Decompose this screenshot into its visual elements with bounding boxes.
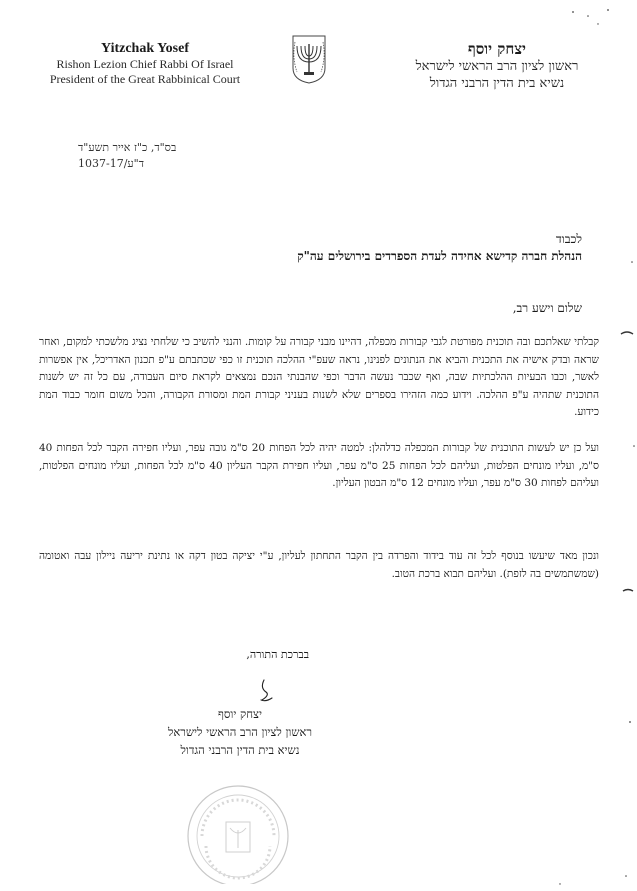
handwritten-signature-icon (250, 678, 280, 706)
letterhead-hebrew-title-1: ראשון לציון הרב הראשי לישראל (415, 59, 579, 74)
official-stamp-icon (158, 772, 318, 884)
recipient: הנהלת חברה קדישא אחידה לעדת הספרדים בירושלים עה"ק (297, 249, 582, 263)
signature-title-1: ראשון לציון הרב הראשי לישראל (167, 725, 313, 739)
letterhead-hebrew (377, 40, 617, 92)
signature-title-2: נשיא בית הדין הרבני הגדול (180, 743, 300, 757)
letterhead-english (30, 40, 260, 87)
letterhead-hebrew-name: יצחק יוסף (468, 40, 526, 58)
greeting: שלום וישע רב, (512, 301, 582, 315)
closing-blessing: בברכת התורה, (246, 648, 309, 661)
body-paragraph-3: ונכון מאד שיעשו בנוסף לכל זה עוד בידוד והפרדה בין הקבר התחתון לעליון, ע"י יציקה בטון דקה או נתינת יריעה ניילון עבה ואטומה (שמשתמשים בה לזפת). ועליהם תבוא ברכת הטוב. (39, 550, 599, 580)
body-paragraph-1: קבלתי שאלתכם ובה תוכנית מפורטת לגבי קבורות מכפלה, דהיינו מבני קבורה על קומות. והנני להשיב כי שלחתי נציג מלשכתי למקום, ואחר שראה ובדק אישיה את התכנית והביא את הנתונים לפנינו, נראה שעפ"י ההלכה תוכנית זו כפי שכתבתם ע"פ תכנון האדריכל, אין אפשרות לאשר, וכבו הבעיות ההלכתיות שבה, ואף שכבר נעשה הדבר וכפי שהבנתי הנכם נמצאים לקראת סיום העבודה, עם כל זה יש לשנות התוכנית שתהיה ע"פ ההלכה. וידוע כמה הזהירו בספרים שלא לשנות בעניני קבורת המת ומסורת הקבורה, והכל משום חומר כבוד המת כידוע. (39, 336, 599, 418)
letterhead-english-title-2: President of the Great Rabbinical Court (49, 72, 241, 86)
letterhead-english-name: Yitzchak Yosef (100, 41, 189, 56)
letter-meta (78, 140, 176, 172)
to-label: לכבוד (555, 232, 582, 246)
menorah-emblem-icon (289, 34, 329, 84)
letterhead-english-title-1: Rishon Lezion Chief Rabbi Of Israel (56, 57, 234, 71)
body-paragraph-2: ועל כן יש לעשות התוכנית של קבורות המכפלה כדלהלן: למטה יהיה לכל הפחות 20 ס"מ גובה עפר, ועליו חפירה הקבר לכל הפחות 40 ס"מ, ועליו מונחים הפלטות, ועליהם לכל הפחות 25 ס"מ עפר, ועליו חפירת הקבר העליון 40 ס"מ לכל הפחות, ועליו מונחים הפלטות, ועליהם לפחות 30 ס"מ עפר, ועליו מונחים 12 ס"מ הבטון העליון. (39, 442, 599, 489)
letterhead-hebrew-title-2: נשיא בית הדין הרבני הגדול (429, 76, 565, 91)
signature-block (150, 705, 330, 759)
letter-reference: ד"ע/1037-17 (78, 157, 144, 170)
signature-name: יצחק יוסף (217, 707, 263, 721)
letter-date: בס"ד, כ"ז אייר תשע"ד (78, 141, 177, 154)
